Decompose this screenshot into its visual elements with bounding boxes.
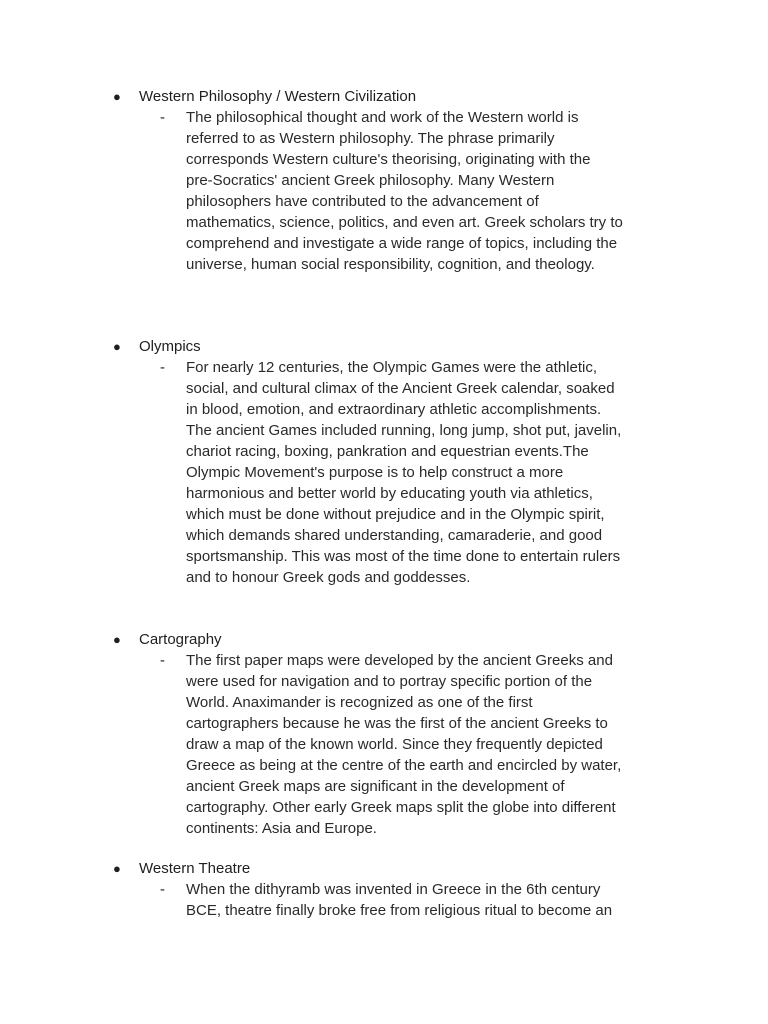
- paragraph: [186, 107, 676, 275]
- dash-icon: -: [160, 109, 165, 126]
- text-line: social, and cultural climax of the Ancient Greek calendar, soaked: [186, 380, 615, 397]
- sub-item: [0, 650, 768, 839]
- text-line: The first paper maps were developed by the ancient Greeks and: [186, 652, 613, 669]
- text-line: which must be done without prejudice and in the Olympic spirit,: [186, 506, 605, 523]
- dash-icon: -: [160, 881, 165, 898]
- text-line: For nearly 12 centuries, the Olympic Games were the athletic,: [186, 359, 598, 376]
- sub-item: [0, 107, 768, 275]
- sub-item: [0, 357, 768, 588]
- bullet-item: [0, 336, 768, 357]
- text-line: chariot racing, boxing, pankration and equestrian events.The: [186, 443, 589, 460]
- paragraph: [186, 357, 676, 588]
- bullet-item: [0, 629, 768, 650]
- section-heading: Western Theatre: [139, 860, 251, 877]
- text-line: mathematics, science, politics, and even art. Greek scholars try to: [186, 214, 623, 231]
- text-line: sportsmanship. This was most of the time done to entertain rulers: [186, 548, 621, 565]
- text-line: continents: Asia and Europe.: [186, 820, 377, 837]
- section-heading: Western Philosophy / Western Civilization: [139, 88, 417, 105]
- section-western-theatre: [0, 858, 768, 921]
- bullet-item: [0, 858, 768, 879]
- text-line: in blood, emotion, and extraordinary athletic accomplishments.: [186, 401, 602, 418]
- text-line: Greece as being at the centre of the earth and encircled by water,: [186, 757, 622, 774]
- text-line: The philosophical thought and work of the Western world is: [186, 109, 579, 126]
- section-western-philosophy: [0, 86, 768, 275]
- text-line: universe, human social responsibility, cognition, and theology.: [186, 256, 595, 273]
- text-line: which demands shared understanding, camaraderie, and good: [186, 527, 603, 544]
- text-line: harmonious and better world by educating youth via athletics,: [186, 485, 593, 502]
- sub-item: [0, 879, 768, 921]
- bullet-icon: ●: [113, 89, 121, 104]
- paragraph: [186, 650, 676, 839]
- dash-icon: -: [160, 652, 165, 669]
- text-line: cartography. Other early Greek maps split the globe into different: [186, 799, 616, 816]
- bullet-icon: ●: [113, 861, 121, 876]
- text-line: ancient Greek maps are significant in the development of: [186, 778, 565, 795]
- bullet-icon: ●: [113, 339, 121, 354]
- text-line: World. Anaximander is recognized as one of the first: [186, 694, 533, 711]
- section-cartography: [0, 629, 768, 839]
- paragraph: [186, 879, 676, 921]
- section-olympics: [0, 336, 768, 588]
- section-heading: Cartography: [139, 631, 222, 648]
- text-line: draw a map of the known world. Since they frequently depicted: [186, 736, 603, 753]
- dash-icon: -: [160, 359, 165, 376]
- text-line: Olympic Movement's purpose is to help construct a more: [186, 464, 564, 481]
- bullet-item: [0, 86, 768, 107]
- text-line: When the dithyramb was invented in Greece in the 6th century: [186, 881, 601, 898]
- text-line: pre-Socratics' ancient Greek philosophy. Many Western: [186, 172, 555, 189]
- text-line: BCE, theatre finally broke free from religious ritual to become an: [186, 902, 613, 919]
- bullet-icon: ●: [113, 632, 121, 647]
- text-line: cartographers because he was the first of the ancient Greeks to: [186, 715, 608, 732]
- text-line: The ancient Games included running, long jump, shot put, javelin,: [186, 422, 622, 439]
- text-line: and to honour Greek gods and goddesses.: [186, 569, 471, 586]
- text-line: philosophers have contributed to the advancement of: [186, 193, 539, 210]
- text-line: corresponds Western culture's theorising, originating with the: [186, 151, 591, 168]
- text-line: comprehend and investigate a wide range of topics, including the: [186, 235, 618, 252]
- text-line: were used for navigation and to portray specific portion of the: [186, 673, 593, 690]
- text-line: referred to as Western philosophy. The phrase primarily: [186, 130, 555, 147]
- section-heading: Olympics: [139, 338, 201, 355]
